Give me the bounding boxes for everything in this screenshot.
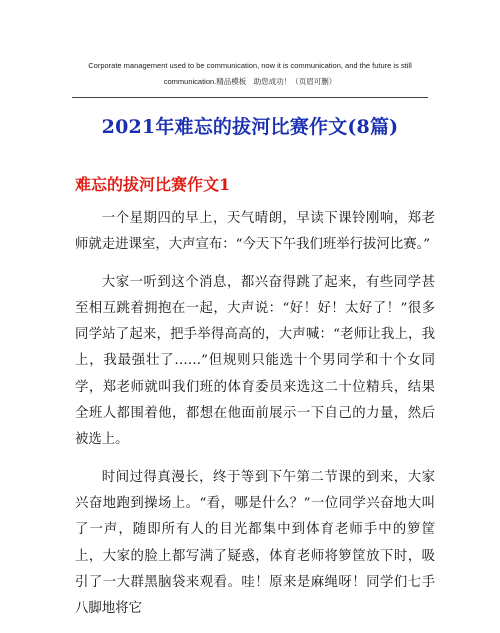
- paragraph: 一个星期四的早上，天气晴朗，早读下课铃刚响，郑老师就走进课室，大声宣布：“今天下午我们班举行拔河比赛。”: [75, 211, 435, 253]
- header-line-2: communication.精品模板 助您成功！（页眉可删）: [163, 77, 337, 86]
- paragraph: 时间过得真漫长，终于等到下午第二节课的到来，大家兴奋地跑到操场上。“看，哪是什么？”一位同学兴奋地大叫了一声，随即所有人的目光都集中到体育老师手中的箩筐上，大家的脸上都写满了疑惑，体育老师将箩筐放下时，吸引了一大群黑脑袋来观看。哇！原来是麻绳呀！同学们七手八脚地将它: [75, 469, 435, 617]
- paragraph: 大家一听到这个消息，都兴奋得跳了起来，有些同学甚至相互跳着拥抱在一起，大声说：“好！好！太好了！”很多同学站了起来，把手举得高高的，大声喊：“老师让我上，我上，我最强壮了……”但规则只能选十个男同学和十个女同学，郑老师就叫我们班的体育委员来选这二十位精兵，结果全班人都围着他，都想在他面前展示一下自己的力量，然后被选上。: [75, 274, 435, 448]
- page-header: [0, 58, 500, 90]
- section-heading: 难忘的拔河比赛作文1: [75, 175, 231, 194]
- header-line-1: Corporate management used to be communication, now it is communication, and the future is still: [88, 61, 412, 70]
- document-title: 2021年难忘的拔河比赛作文(8篇): [101, 116, 399, 138]
- article-body: [75, 206, 435, 633]
- header-divider: [72, 97, 428, 98]
